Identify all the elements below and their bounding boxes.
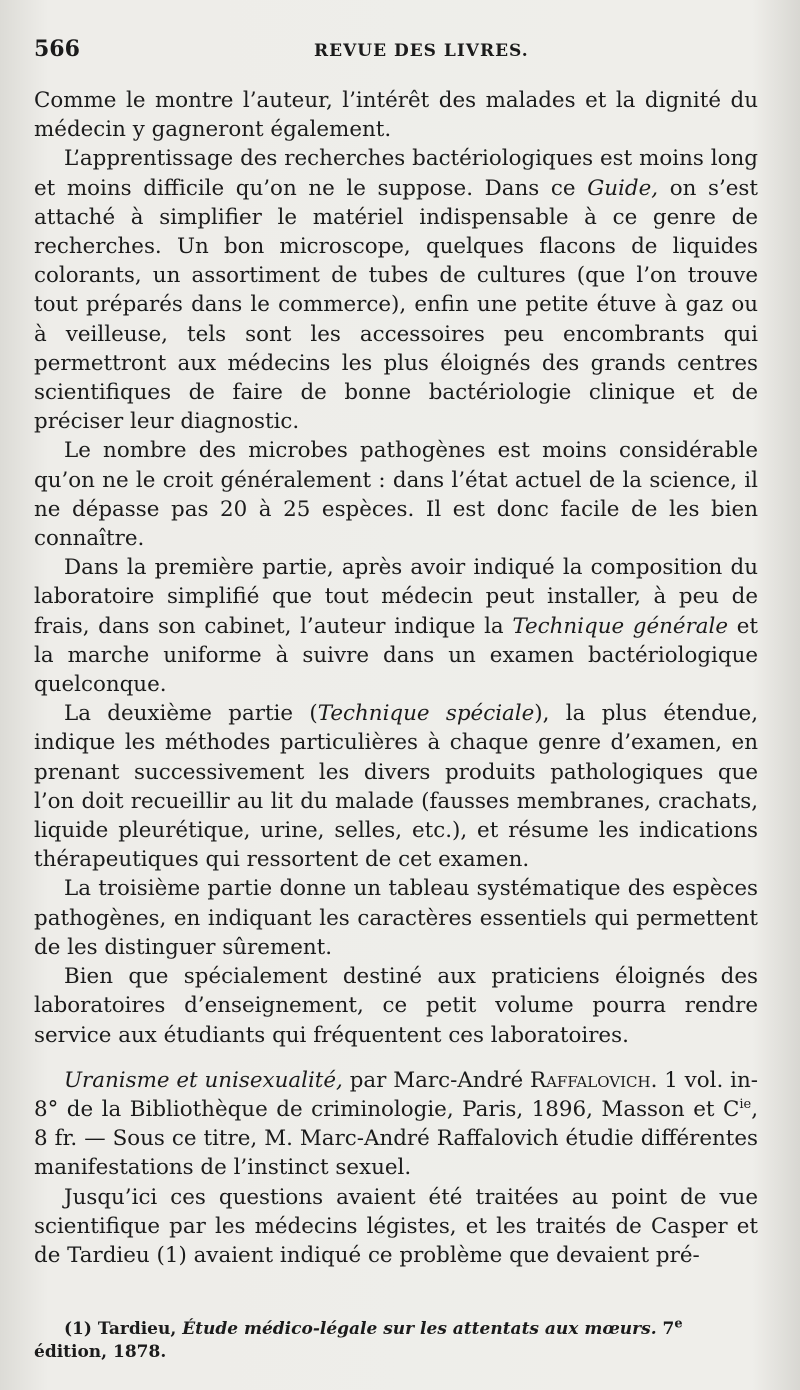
body-text (34, 86, 758, 1270)
section-title: Technique générale (512, 613, 729, 639)
paragraph: Jusqu’ici ces questions avaient été traitées au point de vue scientifique par les médecins légistes, et les traités de Casper et de Tardieu (1) avaient indiqué ce problème que devaient pré- (34, 1184, 758, 1268)
book-author: Raffalovich (529, 1067, 651, 1093)
paragraph: Dans la première partie, après avoir indiqué la composition du laboratoire simplifié que tout médecin peut installer, à peu de frais, dans son cabinet, l’auteur indique la Technique générale et la marche uniforme à suivre dans un examen bactériologique quelconque. (34, 555, 758, 698)
paragraph: La troisième partie donne un tableau systématique des espèces pathogènes, en indiquant les caractères essentiels qui permettent de les distinguer sûrement. (34, 876, 758, 960)
section-title: Technique spéciale (317, 701, 535, 727)
page-number: 566 (34, 36, 80, 62)
paragraph: Comme le montre l’auteur, l’intérêt des malades et la dignité du médecin y gagneront également. (34, 88, 758, 143)
paragraph: La deuxième partie (Technique spéciale), la plus étendue, indique les méthodes particulières à chaque genre d’examen, en prenant successivement les divers produits pathologiques que l’on doit recueillir au lit du malade (fausses membranes, crachats, liquide pleurétique, urine, selles, etc.), et résume les indications thérapeutiques qui ressortent de cet examen. (34, 701, 758, 873)
footnote: (1) Tardieu, Étude médico-légale sur les attentats aux mœurs. 7e édition, 1878. (34, 1316, 683, 1362)
guide-title: Guide, (587, 175, 659, 201)
running-title: REVUE DES LIVRES. (314, 41, 529, 61)
paragraph: L’apprentissage des recherches bactériologiques est moins long et moins difficile qu’on ne le suppose. Dans ce Guide, on s’est attaché à simplifier le matériel indispensable à ce genre de recherches. Un bon microscope, quelques flacons de liquides colorants, un assortiment de tubes de cultures (que l’on trouve tout préparés dans le commerce), enfin une petite étuve à gaz ou à veilleuse, tels sont les accessoires peu encombrants qui permettront aux médecins les plus éloignés des grands centres scientifiques de faire de bonne bactériologie clinique et de préciser leur diagnostic. (34, 146, 758, 435)
paragraph: Bien que spécialement destiné aux praticiens éloignés des laboratoires d’enseignement, ce petit volume pourra rendre service aux étudiants qui fréquentent ces laboratoires. (34, 964, 758, 1048)
section-gap (34, 1050, 758, 1066)
paragraph: Le nombre des microbes pathogènes est moins considérable qu’on ne le croit généralement : dans l’état actuel de la science, il ne dépasse pas 20 à 25 espèces. Il est donc facile de les bien connaître. (34, 438, 758, 552)
book-title: Uranisme et unisexualité, (64, 1067, 343, 1093)
book-review: Uranisme et unisexualité, par Marc-André Raffalovich. 1 vol. in-8° de la Bibliothèque de criminologie, Paris, 1896, Masson et $C^{ie}$, 8 fr. — Sous ce titre, M. Marc-André Raffalovich étudie différentes manifestations de l’instinct sexuel. (34, 1067, 758, 1181)
running-head (34, 36, 758, 76)
